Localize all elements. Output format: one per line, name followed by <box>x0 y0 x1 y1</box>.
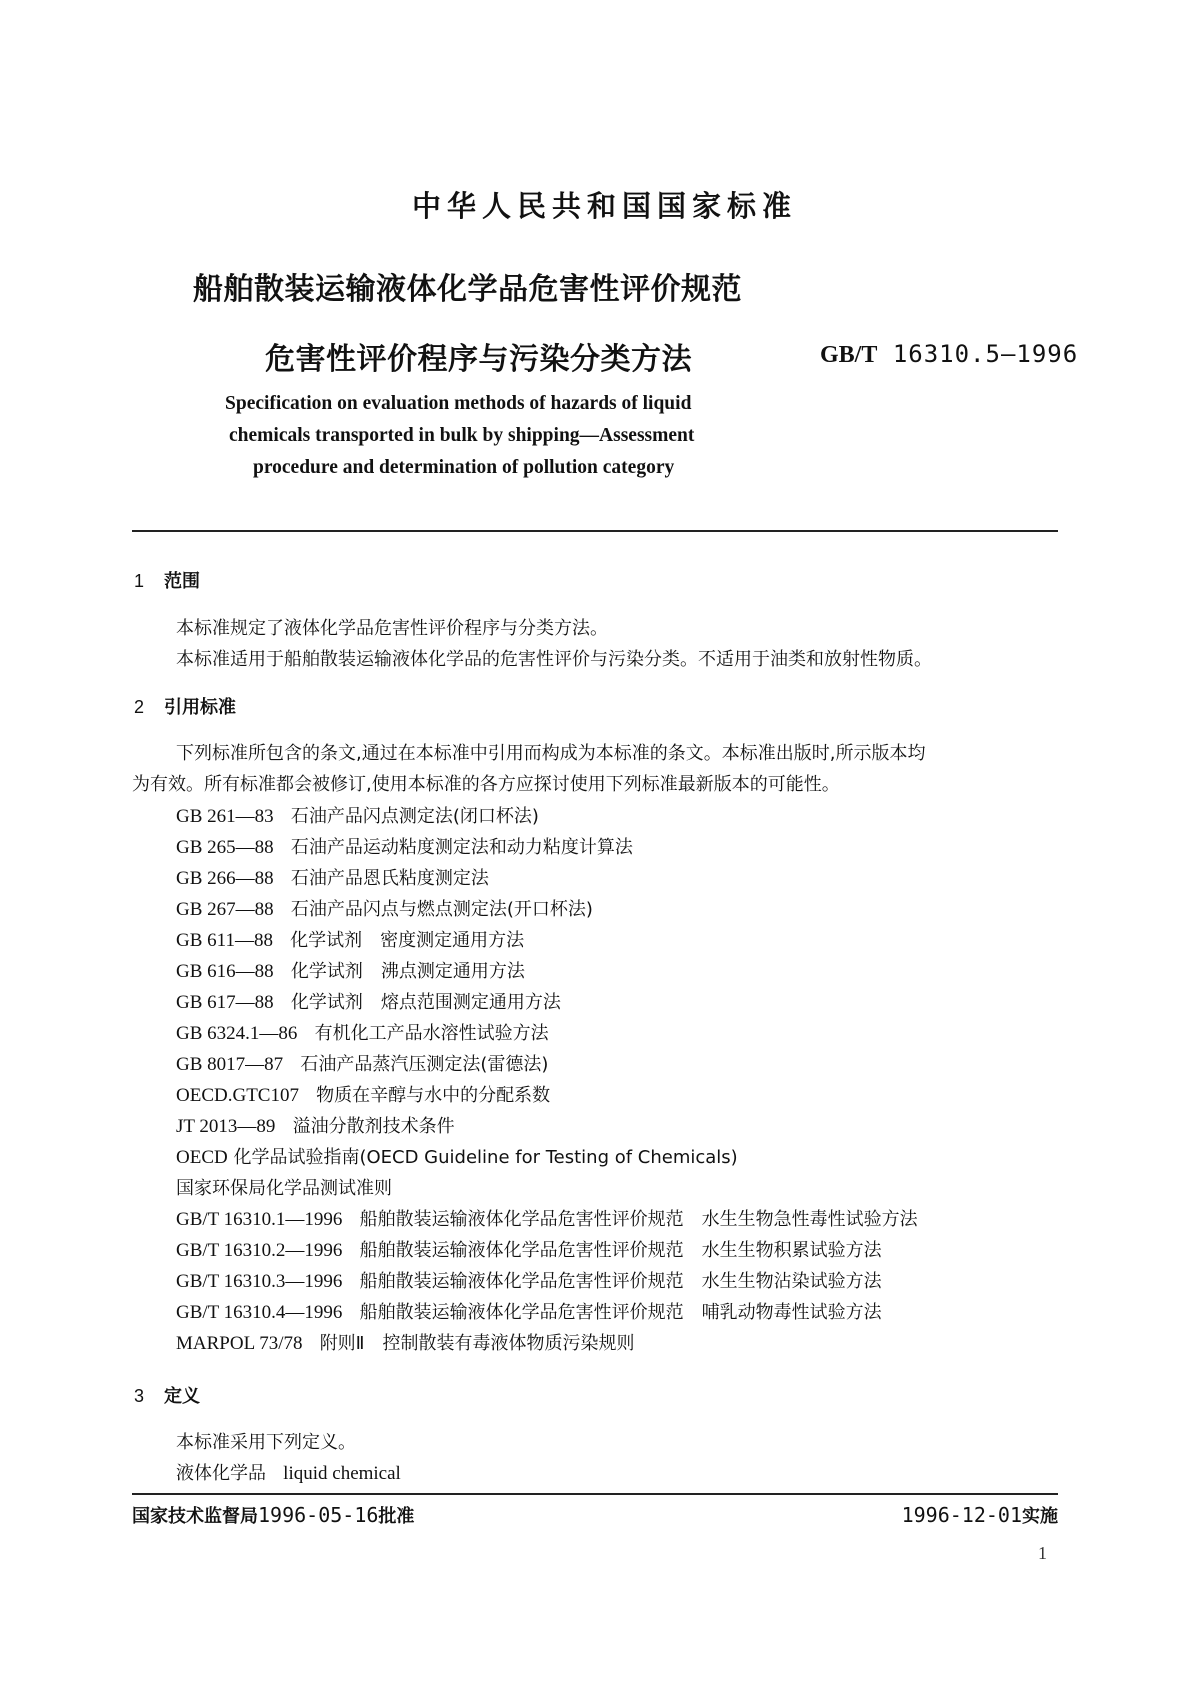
reference-item: GB 6324.1—86 有机化工产品水溶性试验方法 <box>176 1023 549 1044</box>
section-1-heading <box>134 567 200 593</box>
section-2-title: 引用标准 <box>164 697 237 718</box>
reference-item: GB 611—88 化学试剂 密度测定通用方法 <box>176 930 525 951</box>
national-standard-heading: 中华人民共和国国家标准 <box>411 189 797 223</box>
reference-item: GB 617—88 化学试剂 熔点范围测定通用方法 <box>176 992 561 1013</box>
section-3-heading <box>134 1382 200 1408</box>
standard-title-line1: 船舶散装运输液体化学品危害性评价规范 <box>193 272 742 307</box>
footer-divider <box>132 1493 1058 1495</box>
reference-item: MARPOL 73/78 附则Ⅱ 控制散装有毒液体物质污染规则 <box>176 1333 635 1354</box>
section-2-number: 2 <box>134 697 145 717</box>
header-divider <box>132 530 1058 532</box>
section-1-paragraph-1: 本标准规定了液体化学品危害性评价程序与分类方法。 <box>176 618 608 639</box>
section-1-title: 范围 <box>164 571 201 592</box>
english-title-line1: Specification on evaluation methods of hazards of liquid <box>225 393 692 414</box>
reference-item: GB/T 16310.3—1996 船舶散装运输液体化学品危害性评价规范 水生生物沾染试验方法 <box>176 1271 882 1292</box>
section-3-title: 定义 <box>164 1386 201 1407</box>
standard-title-line2: 危害性评价程序与污染分类方法 <box>265 342 692 377</box>
approval-line <box>132 1502 414 1528</box>
definition-term <box>176 1459 401 1485</box>
reference-item: GB 265—88 石油产品运动粘度测定法和动力粘度计算法 <box>176 837 633 858</box>
reference-item: GB 267—88 石油产品闪点与燃点测定法(开口杯法) <box>176 899 593 920</box>
effective-date: 1996-12-01 <box>901 1503 1022 1527</box>
effective-label: 实施 <box>1022 1506 1058 1527</box>
reference-item: GB 616—88 化学试剂 沸点测定通用方法 <box>176 961 525 982</box>
section-3-number: 3 <box>134 1386 145 1406</box>
reference-item: GB 266—88 石油产品恩氏粘度测定法 <box>176 868 489 889</box>
reference-item: GB/T 16310.4—1996 船舶散装运输液体化学品危害性评价规范 哺乳动物毒性试验方法 <box>176 1302 882 1323</box>
english-title-line2: chemicals transported in bulk by shipping—Assessment <box>229 425 695 446</box>
issuer: 国家技术监督局 <box>132 1506 258 1527</box>
section-2-intro-line2: 为有效。所有标准都会被修订,使用本标准的各方应探讨使用下列标准最新版本的可能性。 <box>132 774 840 795</box>
effective-line <box>902 1502 1058 1528</box>
section-2-heading <box>134 693 236 719</box>
section-1-paragraph-2: 本标准适用于船舶散装运输液体化学品的危害性评价与污染分类。不适用于油类和放射性物质。 <box>176 649 932 670</box>
section-3-paragraph-1: 本标准采用下列定义。 <box>176 1432 356 1453</box>
definition-term-cn: 液体化学品 <box>176 1463 266 1484</box>
approve-label: 批准 <box>378 1506 415 1527</box>
standard-code <box>820 340 1078 369</box>
standard-code-number: 16310.5—1996 <box>892 340 1079 368</box>
reference-item: GB/T 16310.2—1996 船舶散装运输液体化学品危害性评价规范 水生生物积累试验方法 <box>176 1240 882 1261</box>
reference-item: GB/T 16310.1—1996 船舶散装运输液体化学品危害性评价规范 水生生物急性毒性试验方法 <box>176 1209 918 1230</box>
reference-item: GB 8017—87 石油产品蒸汽压测定法(雷德法) <box>176 1054 549 1075</box>
reference-item: JT 2013—89 溢油分散剂技术条件 <box>176 1116 455 1137</box>
definition-term-en: liquid chemical <box>283 1463 401 1484</box>
reference-item: OECD.GTC107 物质在辛醇与水中的分配系数 <box>176 1085 551 1106</box>
section-2-intro-line1: 下列标准所包含的条文,通过在本标准中引用而构成为本标准的条文。本标准出版时,所示版本均 <box>176 743 926 764</box>
reference-item: 国家环保局化学品测试准则 <box>176 1178 392 1199</box>
page-number: 1 <box>1038 1543 1047 1563</box>
approve-date: 1996-05-16 <box>258 1503 379 1527</box>
standard-code-prefix: GB/T <box>820 342 878 368</box>
reference-item: OECD 化学品试验指南(OECD Guideline for Testing of Chemicals) <box>176 1147 738 1168</box>
reference-item: GB 261—83 石油产品闪点测定法(闭口杯法) <box>176 806 539 827</box>
english-title-line3: procedure and determination of pollution category <box>253 457 675 478</box>
section-1-number: 1 <box>134 571 145 591</box>
